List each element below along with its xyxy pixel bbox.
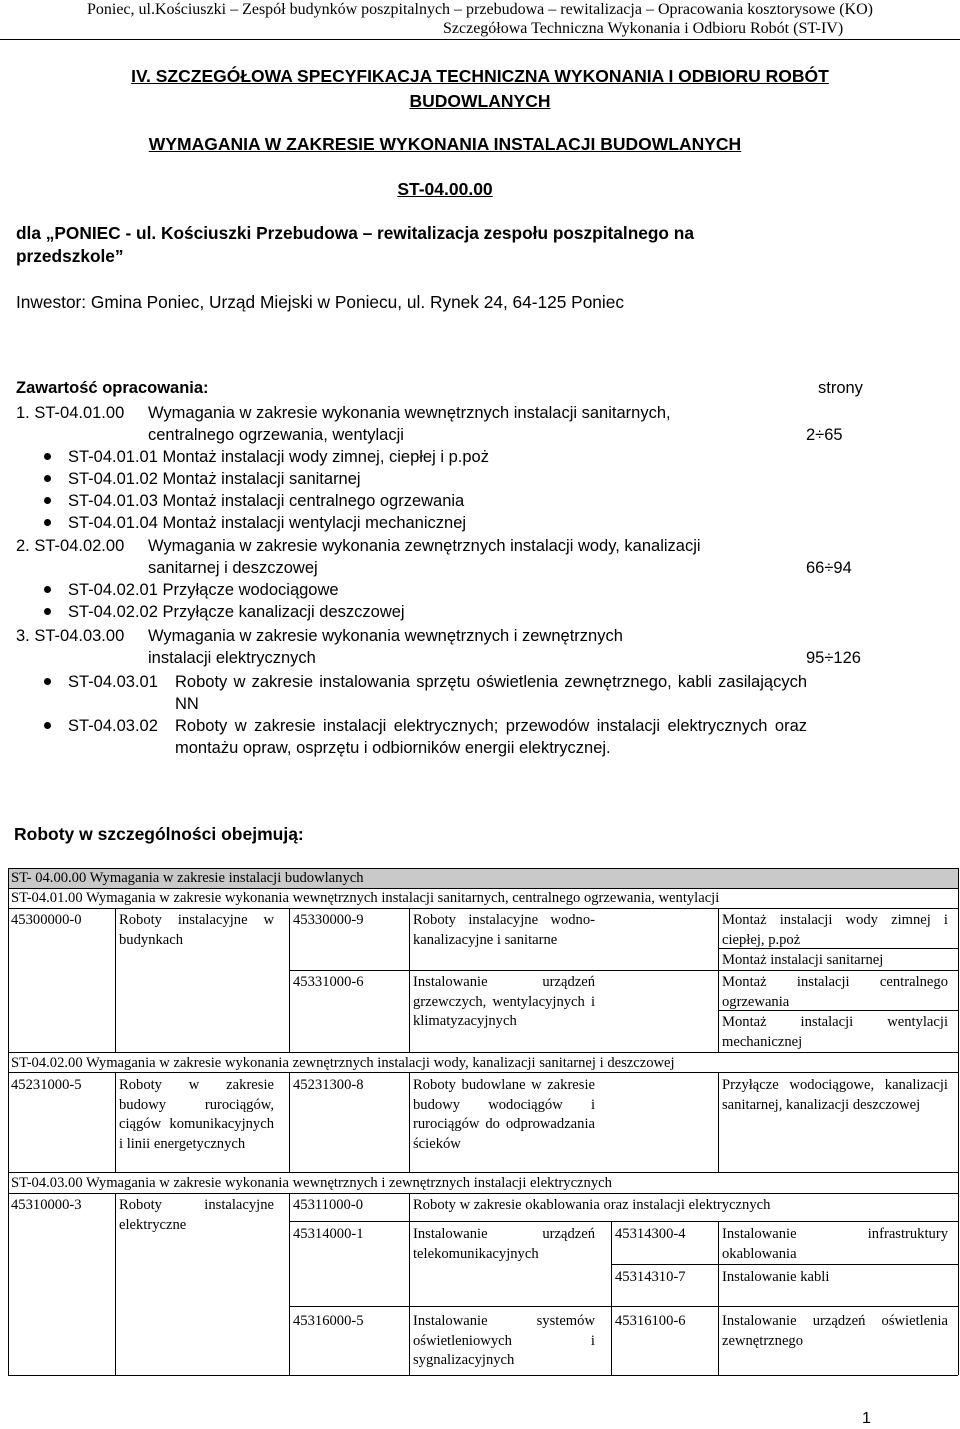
cpv-description: Instalowanie urządzeń telekomunikacyjnych	[413, 1226, 595, 1262]
table-rule	[289, 1221, 958, 1222]
table-rule	[8, 1193, 958, 1194]
bullet-icon	[44, 608, 51, 615]
cpv-description: Instalowanie urządzeń oświetlenia zewnętrznego	[722, 1313, 948, 1349]
cpv-code: 45231000-5	[11, 1077, 82, 1093]
table-title: ST- 04.00.00 Wymagania w zakresie instalacji budowlanych	[11, 870, 364, 886]
cpv-description: Instalowanie infrastruktury okablowania	[722, 1226, 948, 1262]
project-line1: dla „PONIEC - ul. Kościuszki Przebudowa – rewitalizacja zespołu poszpitalnego na	[16, 223, 694, 243]
document-title-line1: IV. SZCZEGÓŁOWA SPECYFIKACJA TECHNICZNA WYKONANIA I ODBIORU ROBÓT	[131, 66, 829, 86]
table-rule	[611, 1264, 958, 1265]
toc-subitem: ST-04.01.03 Montaż instalacji centralnego ogrzewania	[68, 492, 465, 510]
bullet-icon	[44, 519, 51, 526]
toc-subitem: ST-04.01.04 Montaż instalacji wentylacji mechanicznej	[68, 514, 467, 532]
toc-subitem: ST-04.02.01 Przyłącze wodociągowe	[68, 581, 339, 599]
toc-subitem-text: Roboty w zakresie instalacji elektrycznych; przewodów instalacji elektrycznych oraz montażu opraw, osprzętu i odbiorników energii elektrycznej.	[175, 717, 807, 757]
toc-item-1-number: 1. ST-04.01.00	[16, 404, 125, 422]
bullet-icon	[44, 722, 51, 729]
table-rule	[8, 908, 958, 909]
toc-subitem: ST-04.02.02 Przyłącze kanalizacji deszczowej	[68, 603, 405, 621]
scope-note: Montaż instalacji sanitarnej	[722, 952, 884, 968]
toc-subitem-code: ST-04.03.02	[68, 717, 158, 735]
bullet-icon	[44, 586, 51, 593]
cpv-description: Roboty w zakresie okablowania oraz instalacji elektrycznych	[413, 1197, 771, 1213]
section-code: ST-04.00.00	[397, 179, 493, 199]
cpv-code: 45314310-7	[615, 1269, 686, 1285]
scope-heading: Roboty w szczególności obejmują:	[14, 824, 304, 844]
bullet-icon	[44, 453, 51, 460]
table-border	[8, 868, 9, 1375]
section-2-header: ST-04.02.00 Wymagania w zakresie wykonania zewnętrznych instalacji wody, kanalizacji sanitarnej i deszczowej	[11, 1055, 675, 1071]
table-rule	[8, 1072, 958, 1073]
table-rule	[718, 1072, 719, 1172]
toc-item-1-text-cont: centralnego ogrzewania, wentylacji	[148, 426, 404, 444]
scope-note: Montaż instalacji wentylacji mechanicznej	[722, 1014, 948, 1050]
table-rule	[8, 888, 958, 889]
table-rule	[289, 908, 290, 1052]
cpv-code: 45300000-0	[11, 912, 82, 928]
cpv-code: 45331000-6	[293, 974, 364, 990]
section-title: WYMAGANIA W ZAKRESIE WYKONANIA INSTALACJI BUDOWLANYCH	[148, 134, 742, 154]
table-rule	[718, 1010, 958, 1011]
cpv-description: Instalowanie urządzeń grzewczych, wentylacyjnych i klimatyzacyjnych	[413, 974, 595, 1030]
toc-item-1-text: Wymagania w zakresie wykonania wewnętrznych instalacji sanitarnych,	[148, 404, 671, 422]
cpv-code: 45310000-3	[11, 1197, 82, 1213]
table-rule	[8, 1052, 958, 1053]
toc-item-1-pages: 2÷65	[806, 426, 843, 444]
table-rule	[8, 1172, 958, 1173]
table-rule	[115, 1072, 116, 1172]
toc-item-2-text-cont: sanitarnej i deszczowej	[148, 559, 318, 577]
pages-column-label: strony	[818, 379, 863, 397]
toc-subitem: ST-04.01.01 Montaż instalacji wody zimnej, ciepłej i p.poż	[68, 448, 489, 466]
table-rule	[289, 1306, 958, 1307]
table-rule	[409, 1193, 410, 1375]
scope-note: Montaż instalacji wody zimnej i ciepłej, p.poż	[722, 912, 948, 948]
toc-item-3-number: 3. ST-04.03.00	[16, 627, 125, 645]
scope-note: Montaż instalacji centralnego ogrzewania	[722, 974, 948, 1010]
cpv-description: Roboty instalacyjne w budynkach	[119, 912, 274, 948]
page-number: 1	[862, 1410, 871, 1427]
table-rule	[289, 970, 958, 971]
table-border	[8, 1375, 958, 1376]
running-header-line1: Poniec, ul.Kościuszki – Zespół budynków poszpitalnych – przebudowa – rewitalizacja – Opracowania kosztorysowe (KO)	[86, 1, 873, 18]
contents-heading: Zawartość opracowania:	[16, 379, 209, 397]
table-rule	[115, 908, 116, 1052]
toc-item-3-text-cont: instalacji elektrycznych	[148, 649, 316, 667]
section-1-header: ST-04.01.00 Wymagania w zakresie wykonania wewnętrznych instalacji sanitarnych, centralnego ogrzewania, wentylacji	[11, 890, 720, 906]
header-rule	[0, 39, 960, 40]
table-rule	[409, 908, 410, 1052]
document-title-line2: BUDOWLANYCH	[409, 91, 551, 111]
investor-line: Inwestor: Gmina Poniec, Urząd Miejski w Poniecu, ul. Rynek 24, 64-125 Poniec	[16, 292, 625, 312]
cpv-code: 45314300-4	[615, 1226, 686, 1242]
cpv-code: 45316100-6	[615, 1313, 686, 1329]
toc-subitem-text: Roboty w zakresie instalowania sprzętu oświetlenia zewnętrznego, kabli zasilających NN	[175, 673, 807, 713]
bullet-icon	[44, 678, 51, 685]
section-3-header: ST-04.03.00 Wymagania w zakresie wykonania wewnętrznych i zewnętrznych instalacji elektrycznych	[11, 1175, 612, 1191]
table-rule	[289, 1193, 290, 1375]
cpv-description: Roboty instalacyjne wodno-kanalizacyjne i sanitarne	[413, 912, 595, 948]
table-rule	[289, 1072, 290, 1172]
toc-item-3-pages: 95÷126	[806, 649, 861, 667]
table-rule	[409, 1072, 410, 1172]
table-rule	[115, 1193, 116, 1375]
table-border	[8, 868, 958, 869]
table-rule	[718, 948, 958, 949]
cpv-description: Roboty budowlane w zakresie budowy wodociągów i rurociągów do odprowadzania ścieków	[413, 1077, 595, 1152]
toc-subitem: ST-04.01.02 Montaż instalacji sanitarnej	[68, 470, 361, 488]
table-border	[958, 868, 959, 1375]
cpv-code: 45231300-8	[293, 1077, 364, 1093]
table-rule	[611, 1221, 612, 1375]
scope-note: Przyłącze wodociągowe, kanalizacji sanitarnej, kanalizacji deszczowej	[722, 1077, 948, 1113]
bullet-icon	[44, 497, 51, 504]
toc-item-2-number: 2. ST-04.02.00	[16, 537, 125, 555]
cpv-description: Instalowanie kabli	[722, 1269, 830, 1285]
toc-item-2-pages: 66÷94	[806, 559, 852, 577]
cpv-description: Instalowanie systemów oświetleniowych i sygnalizacyjnych	[413, 1313, 595, 1369]
toc-item-3-text: Wymagania w zakresie wykonania wewnętrznych i zewnętrznych	[148, 627, 623, 645]
cpv-code: 45316000-5	[293, 1313, 364, 1329]
cpv-description: Roboty w zakresie budowy rurociągów, ciągów komunikacyjnych i linii energetycznych	[119, 1077, 274, 1152]
cpv-description: Roboty instalacyjne elektryczne	[119, 1197, 274, 1233]
table-rule	[718, 908, 719, 1052]
cpv-code: 45330000-9	[293, 912, 364, 928]
cpv-code: 45311000-0	[293, 1197, 363, 1213]
cpv-code: 45314000-1	[293, 1226, 364, 1242]
bullet-icon	[44, 475, 51, 482]
toc-subitem-code: ST-04.03.01	[68, 673, 158, 691]
table-rule	[718, 1221, 719, 1375]
running-header-line2: Szczegółowa Techniczna Wykonania i Odbioru Robót (ST-IV)	[443, 20, 844, 37]
project-line2: przedszkole”	[16, 246, 124, 266]
toc-item-2-text: Wymagania w zakresie wykonania zewnętrznych instalacji wody, kanalizacji	[148, 537, 701, 555]
